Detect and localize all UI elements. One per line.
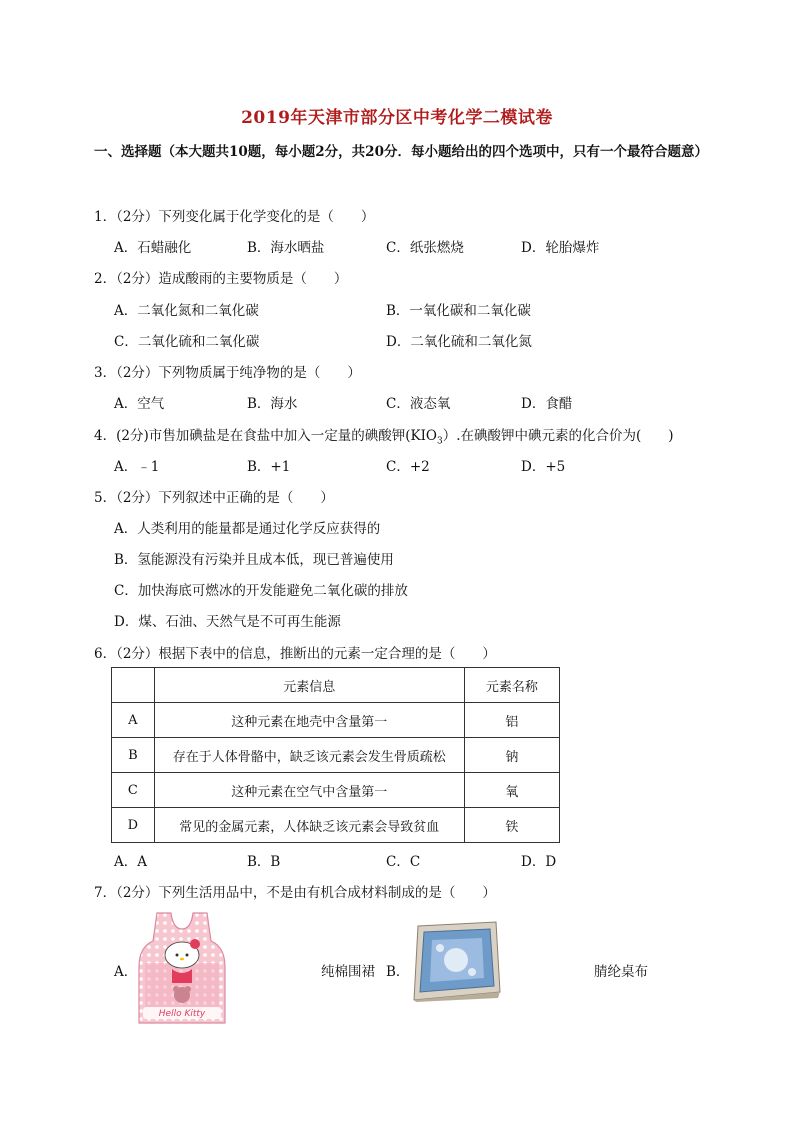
q5-option-d: D．煤、石油、天然气是不可再生能源	[114, 614, 341, 630]
q1-option-c: C．纸张燃烧	[386, 240, 464, 256]
table-cell: C	[112, 773, 155, 808]
q3-option-c: C．液态氧	[386, 396, 451, 412]
q7-option-a-text: 纯棉围裙	[321, 964, 375, 980]
table-cell: D	[112, 808, 155, 843]
table-header-cell: 元素名称	[464, 668, 559, 703]
q4-option-a: A．﹣1	[114, 459, 160, 475]
q1-option-d: D．轮胎爆炸	[521, 240, 600, 256]
question-7-stem: 7．（2分）下列生活用品中，不是由有机合成材料制成的是（ ）	[94, 885, 496, 901]
table-cell: 氧	[464, 773, 559, 808]
apron-logo-text: Hello Kitty	[158, 1009, 206, 1019]
section-heading: 一、选择题（本大题共10题，每小题2分，共20分．每小题给出的四个选项中，只有一个最符合题意）	[94, 144, 708, 160]
q3-option-b: B．海水	[247, 396, 298, 412]
q4-option-c: C．+2	[386, 459, 430, 475]
table-cell: 铝	[464, 703, 559, 738]
question-6-stem: 6．（2分）根据下表中的信息，推断出的元素一定合理的是（ ）	[94, 646, 496, 662]
question-3-stem: 3．（2分）下列物质属于纯净物的是（ ）	[94, 365, 361, 381]
question-5-stem: 5．（2分）下列叙述中正确的是（ ）	[94, 490, 334, 506]
table-row	[112, 738, 560, 773]
table-header-cell	[112, 668, 155, 703]
q4-stem-pre: 4．(2分)市售加碘盐是在食盐中加入一定量的碘酸钾(KIO	[94, 428, 437, 444]
q5-option-a: A．人类利用的能量都是通过化学反应获得的	[114, 521, 381, 537]
q4-option-d: D．+5	[521, 459, 566, 475]
q3-option-d: D．食醋	[521, 396, 573, 412]
q4-stem-subscript: 3	[436, 436, 443, 447]
table-row	[112, 703, 560, 738]
q1-option-b: B．海水晒盐	[247, 240, 325, 256]
table-cell: 这种元素在空气中含量第一	[154, 773, 464, 808]
table-cell: 常见的金属元素，人体缺乏该元素会导致贫血	[154, 808, 464, 843]
q7-option-a-label: A．	[114, 964, 138, 980]
table-cell: 钠	[464, 738, 559, 773]
q6-option-d: D．D	[521, 854, 557, 870]
q2-option-c: C．二氧化硫和二氧化碳	[114, 334, 260, 350]
table-cell: 铁	[464, 808, 559, 843]
question-2-stem: 2．（2分）造成酸雨的主要物质是（ ）	[94, 271, 348, 287]
q7-option-b-label: B．	[386, 964, 410, 980]
table-cell: 存在于人体骨骼中，缺乏该元素会发生骨质疏松	[154, 738, 464, 773]
q6-option-a: A．A	[114, 854, 147, 870]
table-row	[112, 773, 560, 808]
q2-option-b: B．一氧化碳和二氧化碳	[386, 303, 531, 319]
table-cell: 这种元素在地壳中含量第一	[154, 703, 464, 738]
apron-illustration	[137, 911, 227, 1026]
q4-stem-post: ）.在碘酸钾中碘元素的化合价为( )	[442, 428, 674, 444]
table-row	[112, 808, 560, 843]
element-info-table	[111, 667, 560, 843]
q5-option-b: B．氢能源没有污染并且成本低，现已普遍使用	[114, 552, 394, 568]
q7-option-b-text: 腈纶桌布	[594, 964, 648, 980]
tablecloth-image	[410, 920, 502, 1002]
q2-option-d: D．二氧化硫和二氧化氮	[386, 334, 532, 350]
question-1-stem: 1．（2分）下列变化属于化学变化的是（ ）	[94, 209, 375, 225]
q5-option-c: C．加快海底可燃冰的开发能避免二氧化碳的排放	[114, 583, 408, 599]
tablecloth-illustration	[410, 920, 502, 1002]
q4-option-b: B．+1	[247, 459, 291, 475]
table-header-cell: 元素信息	[154, 668, 464, 703]
apron-image	[137, 911, 227, 1026]
question-4-stem	[94, 424, 674, 447]
q6-option-b: B．B	[247, 854, 281, 870]
q2-option-a: A．二氧化氮和二氧化碳	[114, 303, 259, 319]
page-title: 2019年天津市部分区中考化学二模试卷	[241, 108, 553, 128]
table-cell: A	[112, 703, 155, 738]
q3-option-a: A．空气	[114, 396, 165, 412]
table-cell: B	[112, 738, 155, 773]
q6-option-c: C．C	[386, 854, 421, 870]
q1-option-a: A．石蜡融化	[114, 240, 192, 256]
table-header-row	[112, 668, 560, 703]
